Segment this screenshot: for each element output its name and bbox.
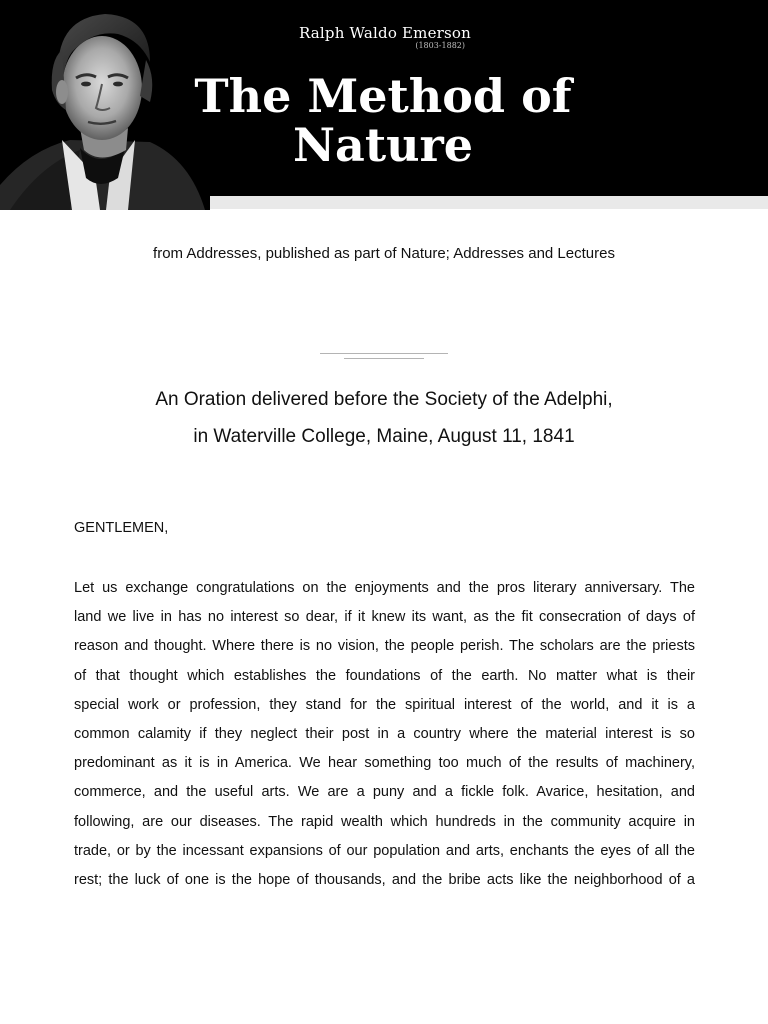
paragraph-line: reason and thought. Where there is no vision, the people perish. The scholars are the priests <box>74 638 695 655</box>
body-paragraph <box>74 574 695 895</box>
salutation: GENTLEMEN, <box>74 520 169 536</box>
header-banner <box>0 0 768 210</box>
paragraph-line: special work or profession, they stand for the spiritual interest of the world, and it is a <box>74 696 695 713</box>
page-title <box>170 69 596 172</box>
paragraph-line: common calamity if they neglect their post in a country where the material interest is so <box>74 726 695 743</box>
source-line: from Addresses, published as part of Nature; Addresses and Lectures <box>153 245 615 262</box>
paragraph-line: predominant as it is in America. We hear something too much of the results of machinery, <box>74 755 695 772</box>
author-name: Ralph Waldo Emerson <box>298 24 472 42</box>
divider-line-top <box>320 353 448 354</box>
paragraph-line: commerce, and the useful arts. We are a puny and a fickle folk. Avarice, hesitation, and <box>74 784 695 801</box>
divider-ornament <box>320 353 448 361</box>
paragraph-line: rest; the luck of one is the hope of thousands, and the bribe acts like the neighborhood of a <box>74 872 695 889</box>
title-line-2: Nature <box>292 118 474 172</box>
paragraph-line: of that thought which establishes the foundations of the earth. No matter what is their <box>74 667 695 684</box>
paragraph-line: Let us exchange congratulations on the enjoyments and the pros literary anniversary. The <box>74 580 695 596</box>
title-line-1: The Method of <box>194 69 572 123</box>
author-dates: (1803-1882) <box>415 41 465 50</box>
divider-line-bottom <box>344 358 424 359</box>
subtitle-line-1: An Oration delivered before the Society of the Adelphi, <box>155 389 613 410</box>
subtitle-line-2: in Waterville College, Maine, August 11, 1841 <box>193 426 575 447</box>
paragraph-line: following, are our diseases. The rapid wealth which hundreds in the community acquire in <box>74 813 695 830</box>
paragraph-line: trade, or by the incessant expansions of our population and arts, enchants the eyes of all the <box>74 842 695 859</box>
paragraph-line: land we live in has no interest so dear, if it knew its want, as the fit consecration of days of <box>74 609 695 626</box>
